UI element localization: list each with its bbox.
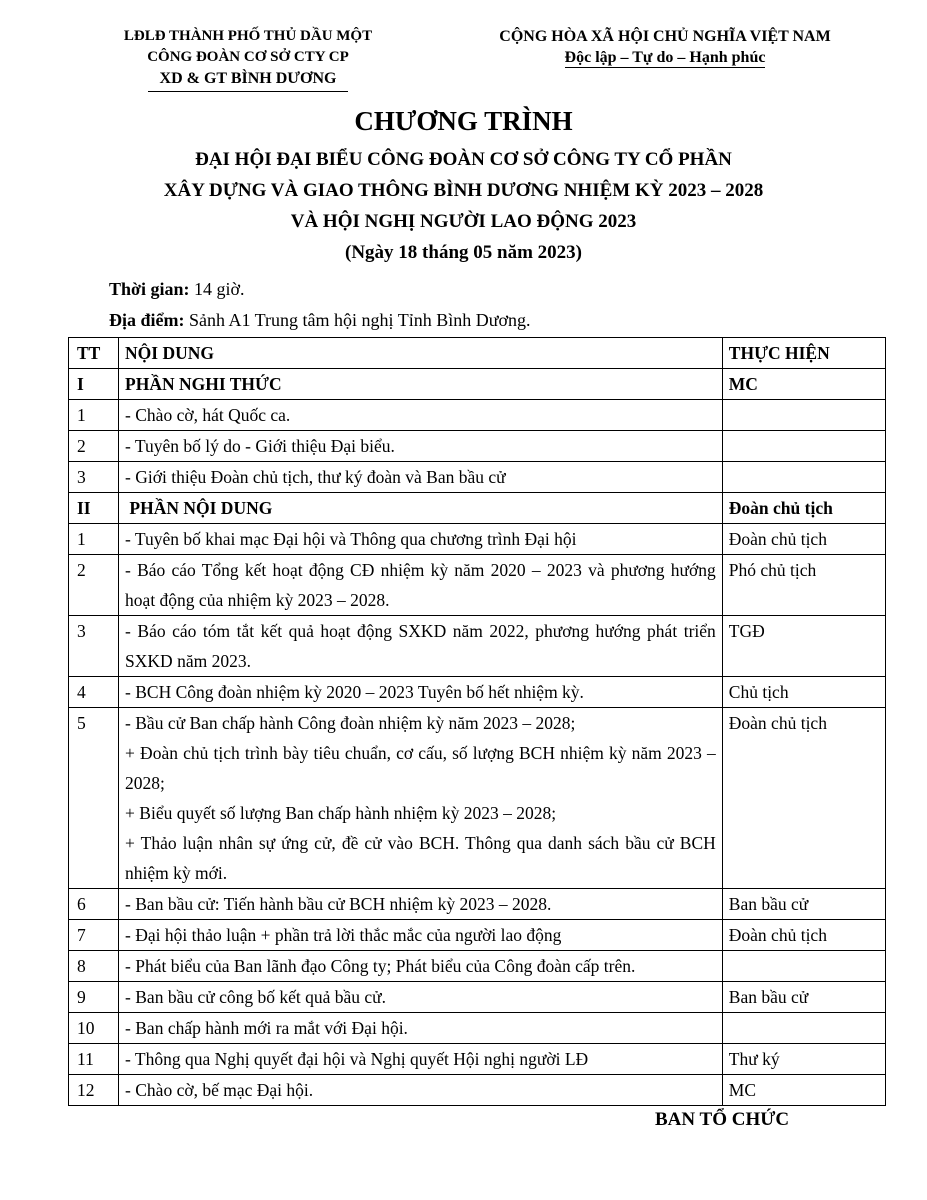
table-row bbox=[69, 677, 886, 708]
row-content: - Ban chấp hành mới ra mắt với Đại hội. bbox=[119, 1013, 723, 1044]
row-tt: 2 bbox=[69, 431, 119, 462]
row-content: - Ban bầu cử: Tiến hành bầu cử BCH nhiệm kỳ 2023 – 2028. bbox=[119, 889, 723, 920]
org-line-3: XD & GT BÌNH DƯƠNG bbox=[159, 70, 337, 87]
row-content: - Phát biểu của Ban lãnh đạo Công ty; Phát biểu của Công đoàn cấp trên. bbox=[119, 951, 723, 982]
row-content bbox=[119, 708, 723, 889]
section-row bbox=[69, 369, 886, 400]
row-content-line: - Bầu cử Ban chấp hành Công đoàn nhiệm kỳ năm 2023 – 2028; bbox=[125, 713, 576, 733]
event-time bbox=[109, 274, 530, 305]
row-tt: 4 bbox=[69, 677, 119, 708]
table-row bbox=[69, 431, 886, 462]
event-place bbox=[109, 305, 530, 336]
agenda-table bbox=[68, 337, 886, 1106]
table-row bbox=[69, 616, 886, 677]
table-row bbox=[69, 555, 886, 616]
event-info bbox=[109, 274, 530, 336]
table-row bbox=[69, 920, 886, 951]
row-exec bbox=[722, 400, 885, 431]
row-tt: 6 bbox=[69, 889, 119, 920]
header-tt: TT bbox=[69, 338, 119, 369]
header-content: NỘI DUNG bbox=[119, 338, 723, 369]
subtitle-line-2: XÂY DỰNG VÀ GIAO THÔNG BÌNH DƯƠNG NHIỆM KỲ 2023 – 2028 bbox=[163, 180, 764, 201]
row-content: - Chào cờ, bế mạc Đại hội. bbox=[119, 1075, 723, 1106]
row-exec: Phó chủ tịch bbox=[722, 555, 885, 616]
section-content: PHẦN NỘI DUNG bbox=[119, 493, 723, 524]
row-tt: 1 bbox=[69, 400, 119, 431]
national-motto: Độc lập – Tự do – Hạnh phúc bbox=[564, 49, 766, 66]
table-row bbox=[69, 982, 886, 1013]
table-row bbox=[69, 708, 886, 889]
row-content: - Đại hội thảo luận + phần trả lời thắc mắc của người lao động bbox=[119, 920, 723, 951]
org-underline bbox=[148, 91, 348, 92]
row-content: - Thông qua Nghị quyết đại hội và Nghị quyết Hội nghị người LĐ bbox=[119, 1044, 723, 1075]
row-exec: Đoàn chủ tịch bbox=[722, 524, 885, 555]
organizing-committee-signature: BAN TỔ CHỨC bbox=[655, 1109, 790, 1130]
row-content-line: + Thảo luận nhân sự ứng cử, đề cử vào BCH. Thông qua danh sách bầu cử BCH nhiệm kỳ mới. bbox=[125, 833, 716, 883]
table-row bbox=[69, 1013, 886, 1044]
row-content: - Báo cáo Tổng kết hoạt động CĐ nhiệm kỳ năm 2020 – 2023 và phương hướng hoạt động của nhiệm kỳ 2023 – 2028. bbox=[119, 555, 723, 616]
time-value: 14 giờ. bbox=[189, 279, 245, 299]
row-content: - Giới thiệu Đoàn chủ tịch, thư ký đoàn và Ban bầu cử bbox=[119, 462, 723, 493]
row-content: - Chào cờ, hát Quốc ca. bbox=[119, 400, 723, 431]
row-exec bbox=[722, 951, 885, 982]
document-subtitle bbox=[0, 144, 927, 268]
header-exec: THỰC HIỆN bbox=[722, 338, 885, 369]
table-row bbox=[69, 1044, 886, 1075]
national-header bbox=[470, 26, 860, 68]
row-tt: 8 bbox=[69, 951, 119, 982]
row-tt: 1 bbox=[69, 524, 119, 555]
section-exec: Đoàn chủ tịch bbox=[722, 493, 885, 524]
place-value: Sảnh A1 Trung tâm hội nghị Tỉnh Bình Dương. bbox=[184, 310, 531, 330]
row-exec: Đoàn chủ tịch bbox=[722, 708, 885, 889]
section-row bbox=[69, 493, 886, 524]
row-tt: 3 bbox=[69, 462, 119, 493]
row-exec: Đoàn chủ tịch bbox=[722, 920, 885, 951]
section-exec: MC bbox=[722, 369, 885, 400]
org-line-2: CÔNG ĐOÀN CƠ SỞ CTY CP bbox=[147, 49, 349, 65]
row-tt: 11 bbox=[69, 1044, 119, 1075]
row-tt: 2 bbox=[69, 555, 119, 616]
row-exec bbox=[722, 462, 885, 493]
table-row bbox=[69, 524, 886, 555]
table-row bbox=[69, 400, 886, 431]
org-line-1: LĐLĐ THÀNH PHỐ THỦ DẦU MỘT bbox=[123, 28, 373, 44]
row-exec: Chủ tịch bbox=[722, 677, 885, 708]
row-exec: MC bbox=[722, 1075, 885, 1106]
row-content: - Ban bầu cử công bố kết quả bầu cử. bbox=[119, 982, 723, 1013]
place-label: Địa điểm: bbox=[109, 310, 185, 330]
time-label: Thời gian: bbox=[109, 279, 190, 299]
subtitle-line-3: VÀ HỘI NGHỊ NGƯỜI LAO ĐỘNG 2023 bbox=[290, 211, 637, 232]
row-content: - Tuyên bố khai mạc Đại hội và Thông qua chương trình Đại hội bbox=[119, 524, 723, 555]
row-content-line: + Đoàn chủ tịch trình bày tiêu chuẩn, cơ cấu, số lượng BCH nhiệm kỳ năm 2023 – 2028; bbox=[125, 743, 716, 793]
row-tt: 10 bbox=[69, 1013, 119, 1044]
subtitle-line-1: ĐẠI HỘI ĐẠI BIỂU CÔNG ĐOÀN CƠ SỞ CÔNG TY CỔ PHẦN bbox=[195, 149, 732, 170]
section-tt: II bbox=[69, 493, 119, 524]
row-tt: 3 bbox=[69, 616, 119, 677]
row-exec: Ban bầu cử bbox=[722, 889, 885, 920]
section-content: PHẦN NGHI THỨC bbox=[119, 369, 723, 400]
row-tt: 5 bbox=[69, 708, 119, 889]
row-exec bbox=[722, 1013, 885, 1044]
row-exec: Thư ký bbox=[722, 1044, 885, 1075]
row-content-line: + Biểu quyết số lượng Ban chấp hành nhiệm kỳ 2023 – 2028; bbox=[125, 803, 557, 823]
national-name: CỘNG HÒA XÃ HỘI CHỦ NGHĨA VIỆT NAM bbox=[499, 28, 831, 45]
document-title: CHƯƠNG TRÌNH bbox=[354, 106, 573, 136]
issuing-organization bbox=[96, 26, 400, 92]
row-tt: 7 bbox=[69, 920, 119, 951]
table-row bbox=[69, 462, 886, 493]
row-content: - Tuyên bố lý do - Giới thiệu Đại biểu. bbox=[119, 431, 723, 462]
row-exec bbox=[722, 431, 885, 462]
table-row bbox=[69, 1075, 886, 1106]
row-exec: TGĐ bbox=[722, 616, 885, 677]
row-tt: 9 bbox=[69, 982, 119, 1013]
subtitle-date: (Ngày 18 tháng 05 năm 2023) bbox=[345, 242, 582, 263]
section-tt: I bbox=[69, 369, 119, 400]
table-row bbox=[69, 889, 886, 920]
row-exec: Ban bầu cử bbox=[722, 982, 885, 1013]
table-header-row bbox=[69, 338, 886, 369]
table-row bbox=[69, 951, 886, 982]
row-tt: 12 bbox=[69, 1075, 119, 1106]
row-content: - BCH Công đoàn nhiệm kỳ 2020 – 2023 Tuyên bố hết nhiệm kỳ. bbox=[119, 677, 723, 708]
row-content: - Báo cáo tóm tắt kết quả hoạt động SXKD năm 2022, phương hướng phát triển SXKD năm 2023. bbox=[119, 616, 723, 677]
